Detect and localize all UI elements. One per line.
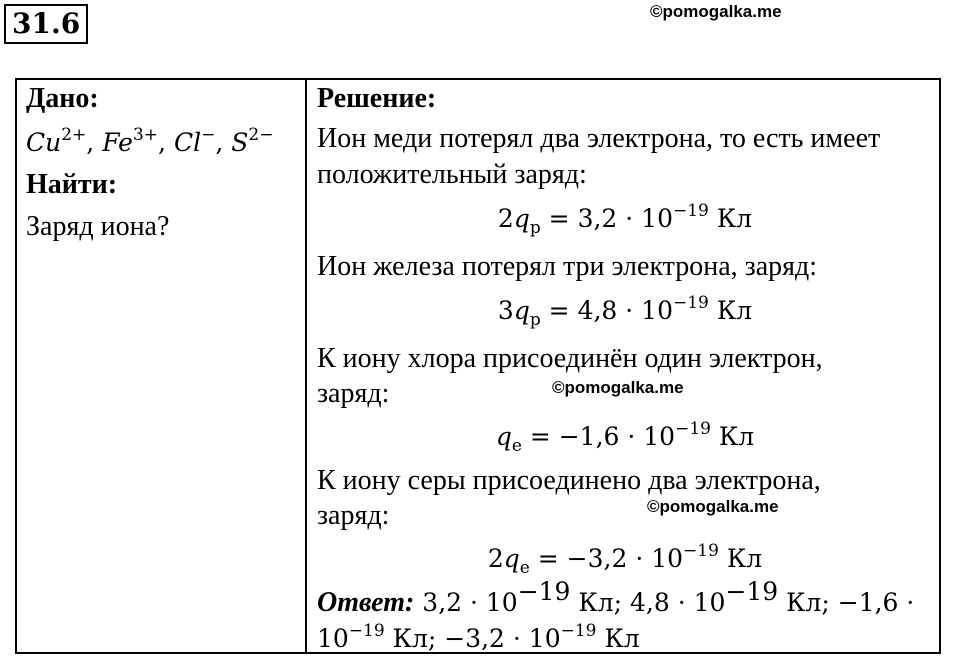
chlorine-text-2: заряд: bbox=[317, 378, 390, 409]
iron-formula: $3q_p = 4,8 \cdot 10^{-19}$ Кл bbox=[497, 293, 753, 330]
task-number: 31.6 bbox=[4, 4, 88, 44]
solution-table bbox=[15, 78, 941, 654]
chlorine-formula: $q_e = -1,6 \cdot 10^{-19}$ Кл bbox=[495, 419, 755, 456]
watermark-top: ©pomogalka.me bbox=[650, 2, 782, 21]
iron-text: Ион железа потерял три электрона, заряд: bbox=[317, 251, 818, 282]
chlorine-text-1: К иону хлора присоединён один электрон, bbox=[317, 343, 823, 374]
ion-symbol: Fe bbox=[102, 128, 133, 157]
watermark-middle: ©pomogalka.me bbox=[552, 378, 684, 397]
sulfur-text-1: К иону серы присоединено два электрона, bbox=[317, 465, 821, 496]
copper-text-1: Ион меди потерял два электрона, то есть имеет bbox=[317, 123, 881, 154]
find-title: Найти: bbox=[26, 169, 118, 200]
find-text: Заряд иона? bbox=[26, 211, 170, 242]
answer-line-2: $10^{-19}$ Кл; $-3,2 \cdot 10^{-19}$ Кл bbox=[317, 621, 640, 653]
sulfur-text-2: заряд: bbox=[317, 500, 390, 531]
given-ions: $Cu^{2+}$, $Fe^{3+}$, Cl−, $S^{2-}$ bbox=[26, 125, 274, 157]
ion-charge: − bbox=[201, 125, 216, 145]
ion-charge: 3+ bbox=[132, 125, 159, 145]
ion-charge: 2− bbox=[248, 125, 274, 145]
answer-label: Ответ: bbox=[317, 587, 415, 618]
column-divider bbox=[305, 80, 307, 652]
copper-text-2: положительный заряд: bbox=[317, 159, 587, 190]
answer-line-1: Ответ: $3,2 \cdot 10^{-19}$ Кл; $4,8 \cdot 10^{-19}$ Кл; −1,6 · bbox=[317, 577, 915, 618]
ion-charge: 2+ bbox=[61, 125, 87, 145]
watermark-lower: ©pomogalka.me bbox=[647, 497, 779, 516]
sulfur-formula: $2q_e = -3,2 \cdot 10^{-19}$ Кл bbox=[487, 541, 763, 578]
solution-title: Решение: bbox=[317, 83, 437, 114]
given-title: Дано: bbox=[26, 83, 99, 114]
ion-symbol: Cl bbox=[173, 128, 202, 157]
ion-symbol: S bbox=[231, 128, 249, 157]
copper-formula: $2q_p = 3,2 \cdot 10^{-19}$ Кл bbox=[497, 201, 753, 238]
ion-symbol: Cu bbox=[26, 128, 62, 157]
